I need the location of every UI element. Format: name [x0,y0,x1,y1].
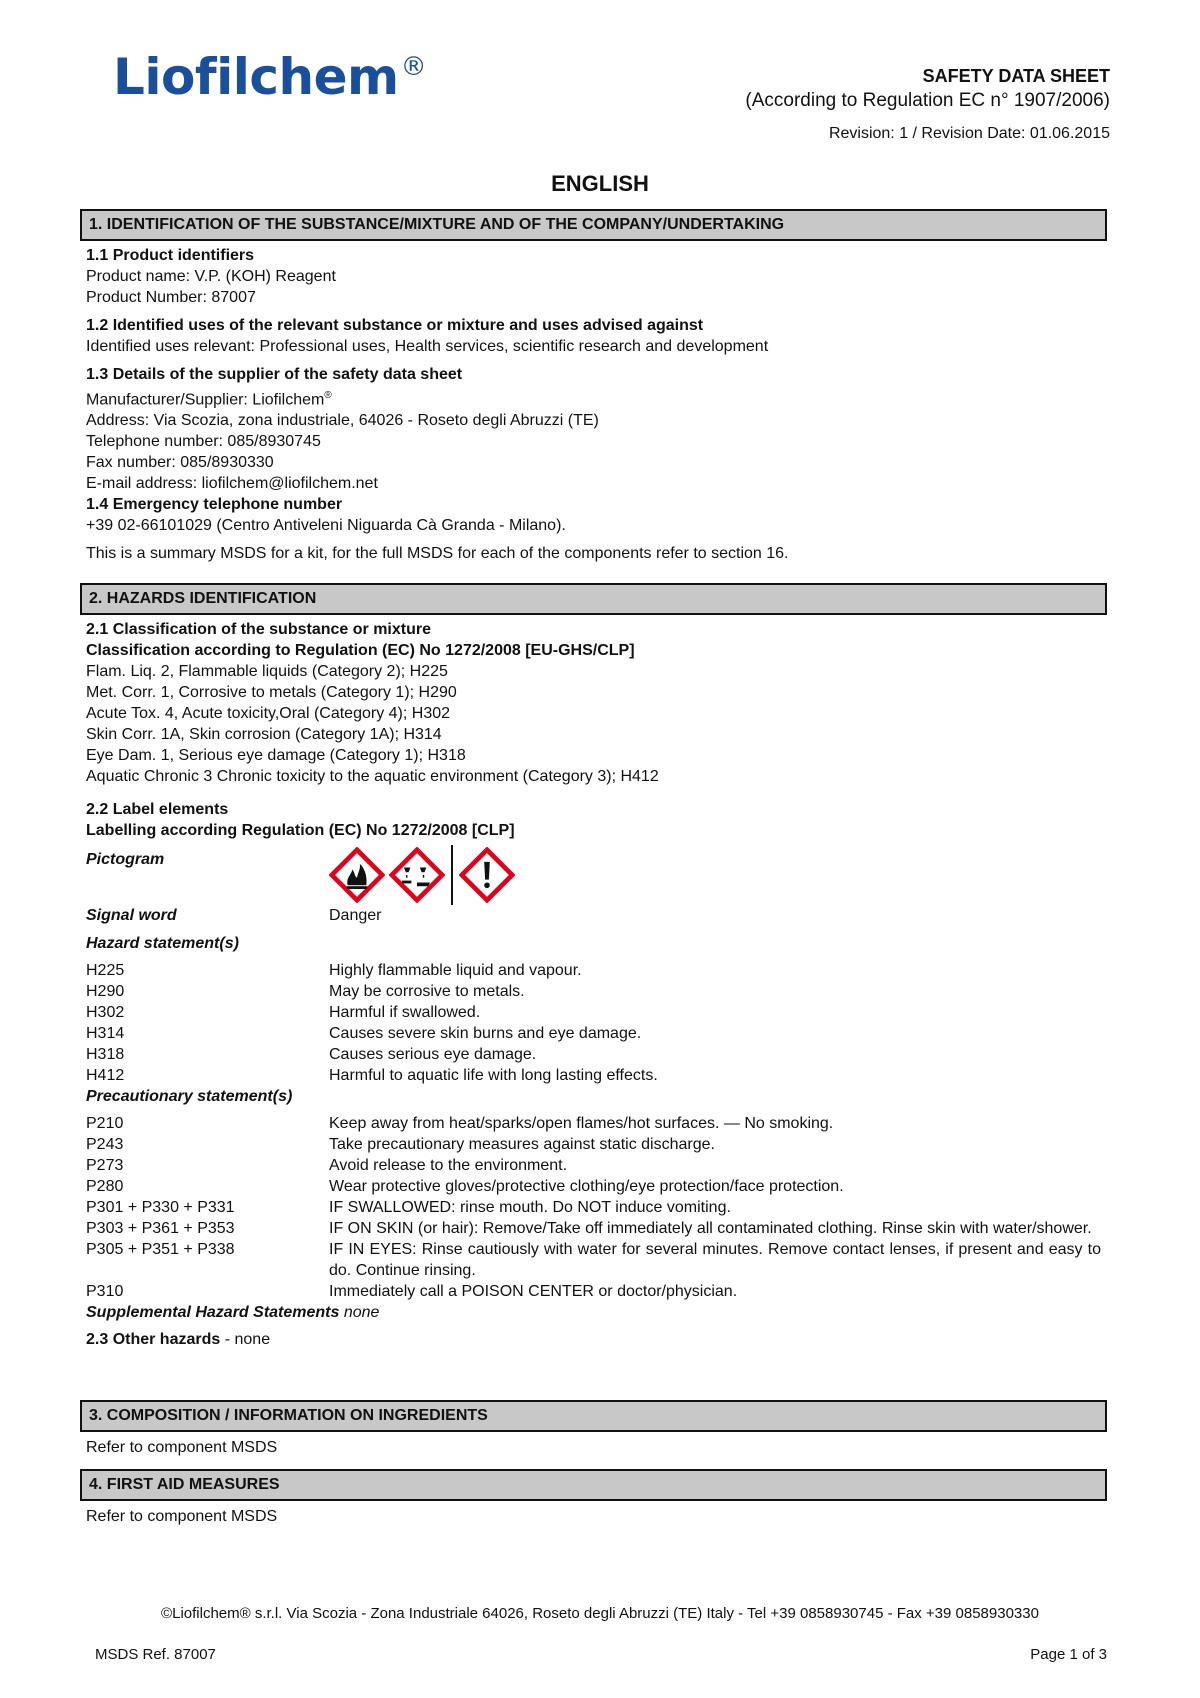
precautionary-statements-label: Precautionary statement(s) [86,1088,293,1105]
language-heading: ENGLISH [551,171,649,196]
classification-item: Aquatic Chronic 3 Chronic toxicity to the aquatic environment (Category 3); H412 [86,768,659,785]
classification-item: Skin Corr. 1A, Skin corrosion (Category 1A); H314 [86,726,442,743]
flame-icon [329,847,385,903]
precautionary-statement: P210 Keep away from heat/sparks/open flames/hot surfaces. — No smoking. [86,1115,834,1132]
emergency-title: 1.4 Emergency telephone number [86,496,343,514]
supplemental-hazards: Supplemental Hazard Statements none [86,1304,380,1321]
document-title: SAFETY DATA SHEET [922,66,1110,86]
section-3-heading: 3. COMPOSITION / INFORMATION ON INGREDIENTS [80,1400,1107,1432]
precautionary-statement: P305 + P351 + P338 IF IN EYES: Rinse cautiously with water for several minutes. Remove contact lenses, if present and easy to do. Continue rinsing. [86,1241,1101,1279]
section-1-heading: 1. IDENTIFICATION OF THE SUBSTANCE/MIXTURE AND OF THE COMPANY/UNDERTAKING [80,209,1107,241]
label-elements-title: 2.2 Label elements [86,801,229,818]
classification-subtitle: Classification according to Regulation (EC) No 1272/2008 [EU-GHS/CLP] [86,642,635,659]
hazard-statements-label: Hazard statement(s) [86,935,239,952]
manufacturer: Manufacturer/Supplier: Liofilchem® [86,390,332,409]
revision-info: Revision: 1 / Revision Date: 01.06.2015 [828,125,1110,142]
address: Address: Via Scozia, zona industriale, 64026 - Roseto degli Abruzzi (TE) [86,412,599,430]
precautionary-statement: P310 Immediately call a POISON CENTER or doctor/physician. [86,1283,738,1300]
hazard-statement: H314 Causes severe skin burns and eye damage. [86,1025,642,1042]
emergency-number: +39 02-66101029 (Centro Antiveleni Niguarda Cà Granda - Milano). [86,517,566,535]
email: E-mail address: liofilchem@liofilchem.net [86,475,378,493]
hazard-statement: H290 May be corrosive to metals. [86,983,525,1000]
classification-item: Flam. Liq. 2, Flammable liquids (Category 2); H225 [86,663,448,680]
section-2-content [86,619,1101,1350]
pictogram-separator [451,845,453,905]
telephone: Telephone number: 085/8930745 [86,433,321,451]
signal-word: Danger [329,907,382,924]
hazard-statement: H318 Causes serious eye damage. [86,1046,537,1063]
product-number: Product Number: 87007 [86,289,256,306]
signal-word-label: Signal word [86,907,177,924]
section-2-heading: 2. HAZARDS IDENTIFICATION [80,583,1107,615]
signal-word-row [86,905,1101,926]
company-logo: Liofilchem® [113,48,427,106]
supplier-details-title: 1.3 Details of the supplier of the safety data sheet [86,366,463,383]
classification-item: Acute Tox. 4, Acute toxicity,Oral (Category 4); H302 [86,705,451,722]
product-identifiers-title: 1.1 Product identifiers [86,247,255,264]
fax: Fax number: 085/8930330 [86,454,274,472]
label-elements-subtitle: Labelling according Regulation (EC) No 1272/2008 [CLP] [86,822,515,839]
identified-uses-title: 1.2 Identified uses of the relevant substance or mixture and uses advised against [86,317,704,334]
footer-msds-ref: MSDS Ref. 87007 [95,1646,216,1663]
precautionary-statement: P303 + P361 + P353 IF ON SKIN (or hair): Remove/Take off immediately all contaminated clothing. Rinse skin with water/shower. [86,1220,1092,1237]
precautionary-statement: P273 Avoid release to the environment. [86,1157,568,1174]
pictogram-row [86,845,1101,901]
hazard-statement: H412 Harmful to aquatic life with long lasting effects. [86,1067,658,1084]
corrosion-icon [389,847,445,903]
product-name: Product name: V.P. (KOH) Reagent [86,268,336,285]
identified-uses: Identified uses relevant: Professional uses, Health services, scientific research and development [86,338,769,355]
section-3-content: Refer to component MSDS [86,1439,278,1456]
classification-item: Met. Corr. 1, Corrosive to metals (Category 1); H290 [86,684,457,701]
section-1-content [86,245,1101,564]
precautionary-statement: P301 + P330 + P331 IF SWALLOWED: rinse mouth. Do NOT induce vomiting. [86,1199,731,1216]
precautionary-statement: P280 Wear protective gloves/protective clothing/eye protection/face protection. [86,1178,844,1195]
hazard-statement: H225 Highly flammable liquid and vapour. [86,962,582,979]
pictograms [329,845,515,905]
summary-note: This is a summary MSDS for a kit, for the full MSDS for each of the components refer to section 16. [86,545,789,563]
section-4-content: Refer to component MSDS [86,1508,278,1525]
footer-company-info: ©Liofilchem® s.r.l. Via Scozia - Zona Industriale 64026, Roseto degli Abruzzi (TE) Italy - Tel +39 0858930745 - Fax +39 0858930330 [161,1605,1039,1622]
section-4-heading: 4. FIRST AID MEASURES [80,1469,1107,1501]
classification-title: 2.1 Classification of the substance or mixture [86,621,431,638]
precautionary-statement: P243 Take precautionary measures against static discharge. [86,1136,715,1153]
footer-page-number: Page 1 of 3 [1030,1646,1107,1663]
classification-item: Eye Dam. 1, Serious eye damage (Category 1); H318 [86,747,466,764]
regulation-reference: (According to Regulation EC n° 1907/2006) [745,90,1110,111]
pictogram-label: Pictogram [86,851,165,868]
hazard-statement: H302 Harmful if swallowed. [86,1004,481,1021]
exclamation-icon [459,847,515,903]
other-hazards: 2.3 Other hazards - none [86,1331,271,1348]
